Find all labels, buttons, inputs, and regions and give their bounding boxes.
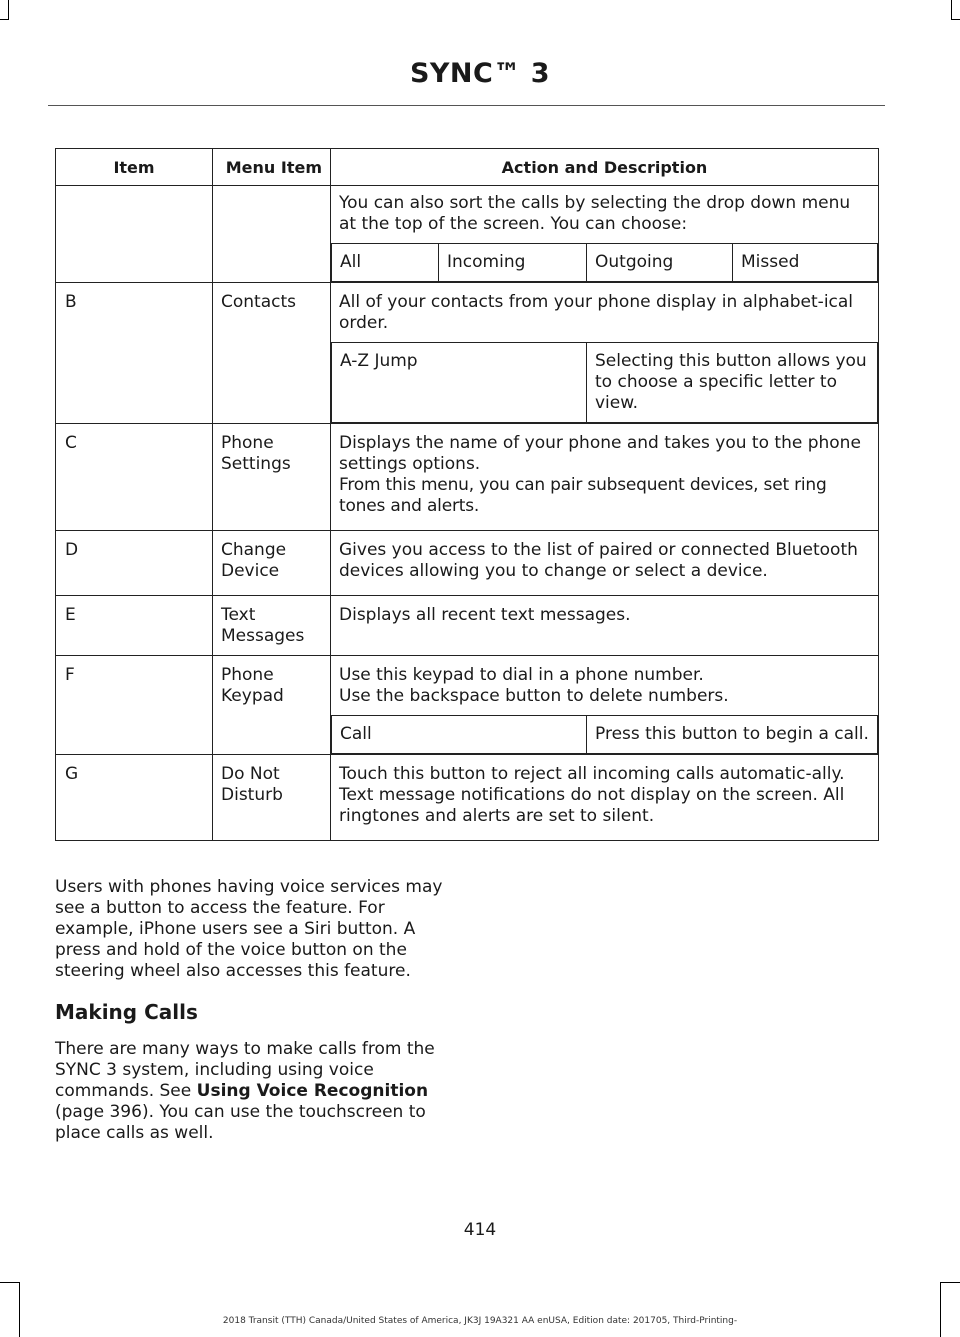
- menu-cell: Contacts: [213, 283, 331, 424]
- action-text-secondary: Use the backspace button to delete numbers.: [339, 686, 729, 706]
- crop-mark: [940, 1282, 960, 1283]
- action-cell: [331, 186, 879, 283]
- crop-mark: [951, 19, 960, 20]
- item-cell: B: [56, 283, 213, 424]
- action-text-secondary: From this menu, you can pair subsequent devices, set ring tones and alerts.: [339, 475, 827, 516]
- crop-mark: [0, 19, 9, 20]
- section-heading: Making Calls: [55, 1000, 198, 1024]
- phone-menu-table: [55, 148, 879, 841]
- item-cell: D: [56, 531, 213, 596]
- table-row: [56, 186, 879, 283]
- sort-option-outgoing: Outgoing: [587, 244, 733, 282]
- menu-cell: [213, 186, 331, 283]
- action-text: All of your contacts from your phone display in alphabet-ical order.: [339, 292, 854, 333]
- sub-description: Press this button to begin a call.: [587, 716, 878, 754]
- item-cell: C: [56, 424, 213, 531]
- table-row: [56, 755, 879, 841]
- header-item: Item: [56, 149, 213, 186]
- making-calls-paragraph: [55, 1039, 455, 1144]
- sub-table: [331, 715, 878, 754]
- action-cell: Displays all recent text messages.: [331, 596, 879, 656]
- voice-services-paragraph: Users with phones having voice services may see a button to access the feature. For example, iPhone users see a Siri button. A press and hold of the voice button on the steering wheel also accesses this feature.: [55, 877, 443, 981]
- table-row: [56, 283, 879, 424]
- action-text-line: Use this keypad to dial in a phone number.: [339, 665, 704, 685]
- menu-cell: Text Messages: [213, 596, 331, 656]
- table-row: [56, 596, 879, 656]
- menu-cell: Do Not Disturb: [213, 755, 331, 841]
- sort-option-all: All: [332, 244, 439, 282]
- paragraph-text: (page 396). You can use the touchscreen to place calls as well.: [55, 1102, 426, 1143]
- action-cell: [331, 656, 879, 755]
- header-menu-item: Menu Item: [213, 149, 331, 186]
- menu-cell: Phone Keypad: [213, 656, 331, 755]
- crop-mark: [0, 1282, 20, 1283]
- table-row: [56, 656, 879, 755]
- header-action: Action and Description: [331, 149, 879, 186]
- footer-edition: 2018 Transit (TTH) Canada/United States of America, JK3J 19A321 AA enUSA, Edition date: 201705, Third-Printing-: [222, 1316, 738, 1326]
- sort-option-incoming: Incoming: [439, 244, 587, 282]
- item-cell: G: [56, 755, 213, 841]
- action-cell: [331, 283, 879, 424]
- menu-cell: Change Device: [213, 531, 331, 596]
- crop-mark: [19, 1282, 20, 1337]
- menu-cell: Phone Settings: [213, 424, 331, 531]
- table-row: [56, 531, 879, 596]
- header-divider: [48, 105, 885, 106]
- crop-mark: [951, 0, 952, 20]
- action-cell: Gives you access to the list of paired or connected Bluetooth devices allowing you to change or select a device.: [331, 531, 879, 596]
- action-text: [331, 656, 878, 715]
- sort-description: You can also sort the calls by selecting the drop down menu at the top of the screen. You can choose:: [339, 193, 851, 234]
- action-cell: [331, 424, 879, 531]
- sub-label: Call: [332, 716, 587, 754]
- sub-label: A-Z Jump: [332, 343, 587, 423]
- table-header-row: [56, 149, 879, 186]
- item-cell: [56, 186, 213, 283]
- item-cell: F: [56, 656, 213, 755]
- item-cell: E: [56, 596, 213, 656]
- paragraph-text: There are many ways to make calls from the SYNC 3 system, including using voice commands. See: [55, 1039, 435, 1101]
- crop-mark: [940, 1282, 941, 1337]
- sub-description: Selecting this button allows you to choose a specific letter to view.: [587, 343, 878, 423]
- page-number: 414: [463, 1220, 497, 1240]
- crop-mark: [8, 0, 9, 20]
- action-text: Displays the name of your phone and takes you to the phone settings options.: [339, 433, 861, 474]
- cross-reference-link[interactable]: Using Voice Recognition: [196, 1081, 429, 1101]
- sort-options: [331, 243, 878, 282]
- action-cell: Touch this button to reject all incoming calls automatic-ally. Text message notifications do not display on the screen. All ringtones and alerts are set to silent.: [331, 755, 879, 841]
- page-title: SYNC™ 3: [409, 58, 551, 89]
- table-row: [56, 424, 879, 531]
- sub-table: [331, 342, 878, 423]
- sort-option-missed: Missed: [733, 244, 878, 282]
